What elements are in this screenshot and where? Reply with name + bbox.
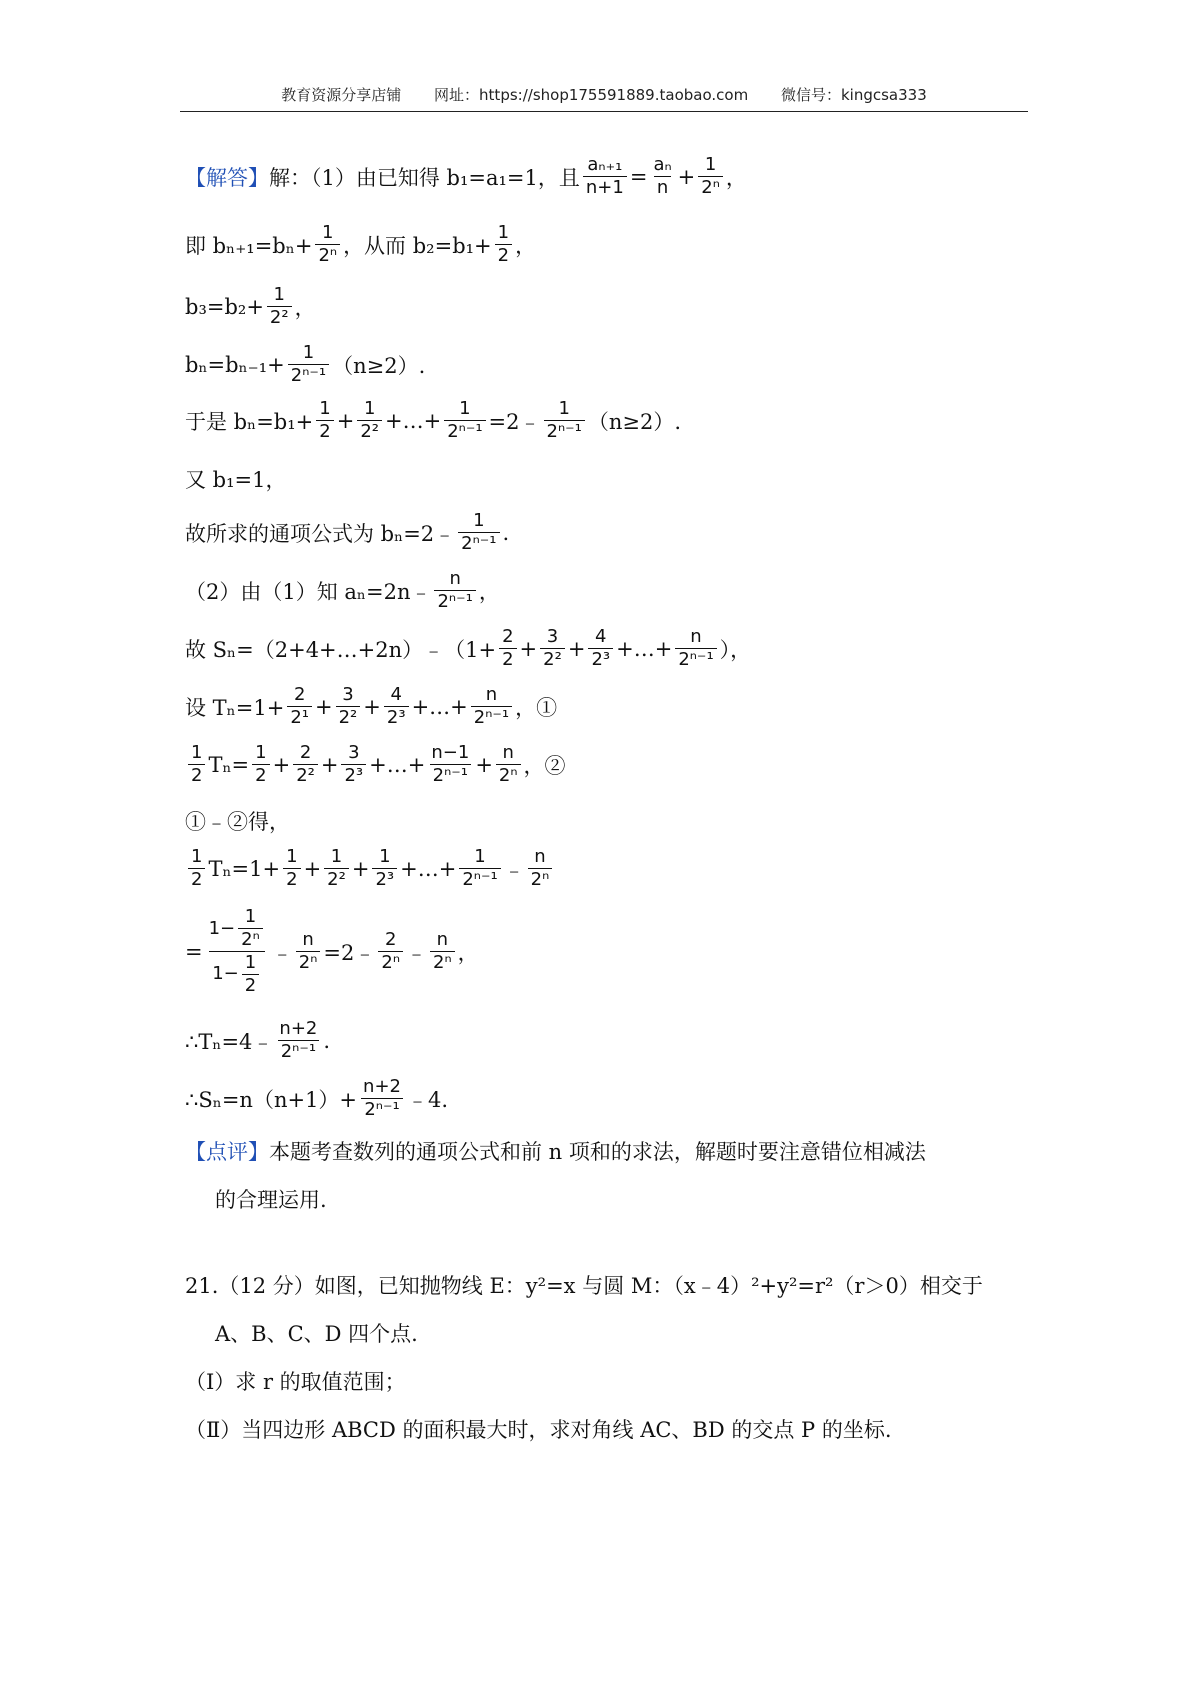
solution-line-10: 设 Tₙ=1+ $\frac{2}{\text{2¹}}$ + $\frac{3}{\text{2²}}$ + $\frac{4}{\text{2³}}$ +…+ $\frac{n}{\text{2ⁿ⁻¹}}$ ，① <box>185 684 558 728</box>
fraction: $\frac{1}{\text{2ⁿ⁻¹}}$ <box>288 342 329 387</box>
solution-line-5: 于是 bₙ=b₁+ $\frac{1}{2}$ + $\frac{1}{\text{2²}}$ +…+ $\frac{1}{\text{2ⁿ⁻¹}}$ =2﹣ $\frac{1}{\text{2ⁿ⁻¹}}$ （n≥2）. <box>185 398 682 442</box>
problem-21-part-1: （Ⅰ）求 r 的取值范围； <box>185 1370 406 1394</box>
comment-tag: 【点评】 <box>185 1140 269 1164</box>
solution-line-8: （2）由（1）知 aₙ=2n﹣ $\frac{n}{\text{2ⁿ⁻¹}}$ ， <box>185 568 500 612</box>
solution-line-9: 故 Sₙ=（2+4+…+2n）﹣（1+ $\frac{2}{2}$ + $\frac{3}{\text{2²}}$ + $\frac{4}{\text{2³}}$ +…+ $\frac{n}{\text{2ⁿ⁻¹}}$ ）， <box>185 626 752 670</box>
solution-line-16: ∴Sₙ=n（n+1）+ $\frac{n+2}{\text{2ⁿ⁻¹}}$ ﹣4. <box>185 1076 449 1120</box>
solution-line-4: bₙ=bₙ₋₁+ $\frac{1}{\text{2ⁿ⁻¹}}$ （n≥2）. <box>185 342 426 386</box>
fraction: $\frac{\text{aₙ}}{n}$ <box>653 154 672 198</box>
header-url: 网址：https://shop175591889.taobao.com <box>434 86 749 104</box>
solution-line-1: 【解答】 解：（1）由已知得 b₁=a₁=1，且 $\frac{\text{aₙ₊₁}}{n+1}$ = $\frac{\text{aₙ}}{n}$ + $\frac{1}{\text{2ⁿ}}$ ， <box>185 154 747 198</box>
fraction: $\frac{1}{2}$ <box>495 222 512 267</box>
problem-21-statement: 21.（12 分）如图，已知抛物线 E：y²=x 与圆 M：（x﹣4）²+y²=r²（r＞0）相交于 <box>185 1274 983 1298</box>
solution-line-2: 即 bₙ₊₁=bₙ+ $\frac{1}{\text{2ⁿ}}$ ，从而 b₂=b₁+ $\frac{1}{2}$ ， <box>185 222 537 266</box>
fraction: $\frac{1}{\text{2ⁿ}}$ <box>698 154 723 199</box>
problem-21-part-2: （Ⅱ）当四边形 ABCD 的面积最大时，求对角线 AC、BD 的交点 P 的坐标. <box>185 1418 892 1442</box>
fraction: $\frac{1}{\text{2ⁿ}}$ <box>315 222 340 267</box>
solution-line-15: ∴Tₙ=4﹣ $\frac{n+2}{\text{2ⁿ⁻¹}}$ . <box>185 1018 331 1062</box>
fraction: $\frac{\text{aₙ₊₁}}{n+1}$ <box>583 154 627 199</box>
comment-block: 【点评】本题考查数列的通项公式和前 n 项和的求法，解题时要注意错位相减法 的合理运用. <box>185 1140 926 1212</box>
page-header <box>180 84 1028 105</box>
problem-21 <box>185 1262 1025 1454</box>
compound-fraction: 1− $\frac{1}{\text{2ⁿ}}$ 1− $\frac{1}{2}$ <box>206 906 269 997</box>
solution-line-7: 故所求的通项公式为 bₙ=2﹣ $\frac{1}{\text{2ⁿ⁻¹}}$ . <box>185 510 510 554</box>
fraction: $\frac{1}{\text{2²}}$ <box>267 284 292 329</box>
header-wechat: 微信号：kingcsa333 <box>780 86 927 104</box>
solution-line-14: = 1− $\frac{1}{\text{2ⁿ}}$ 1− $\frac{1}{2}$ ﹣ $\frac{n}{\text{2ⁿ}}$ =2﹣ $\frac{2}{\text{2ⁿ}}$ ﹣ $\frac{n}{\text{2ⁿ}}$ ， <box>185 906 479 996</box>
answer-tag: 【解答】 <box>185 165 269 190</box>
solution-line-11: $\frac{1}{2}$ Tₙ= $\frac{1}{2}$ + $\frac{2}{\text{2²}}$ + $\frac{3}{\text{2³}}$ +…+ $\frac{n-1}{\text{2ⁿ⁻¹}}$ + $\frac{n}{\text{2ⁿ}}$ ，② <box>185 742 566 787</box>
solution-line-13: $\frac{1}{2}$ Tₙ=1+ $\frac{1}{2}$ + $\frac{1}{\text{2²}}$ + $\frac{1}{\text{2³}}$ +…+ $\frac{1}{\text{2ⁿ⁻¹}}$ ﹣ $\frac{n}{\text{2ⁿ}}$ <box>185 846 555 891</box>
solution-line-6: 又 b₁=1， <box>185 468 287 492</box>
header-divider <box>180 111 1028 112</box>
header-shop: 教育资源分享店铺 <box>281 86 402 104</box>
solution-line-3: b₃=b₂+ $\frac{1}{\text{2²}}$ ， <box>185 284 316 328</box>
problem-21-statement-cont: A、B、C、D 四个点. <box>215 1322 418 1346</box>
solution-line-12: ①﹣②得， <box>185 810 290 834</box>
